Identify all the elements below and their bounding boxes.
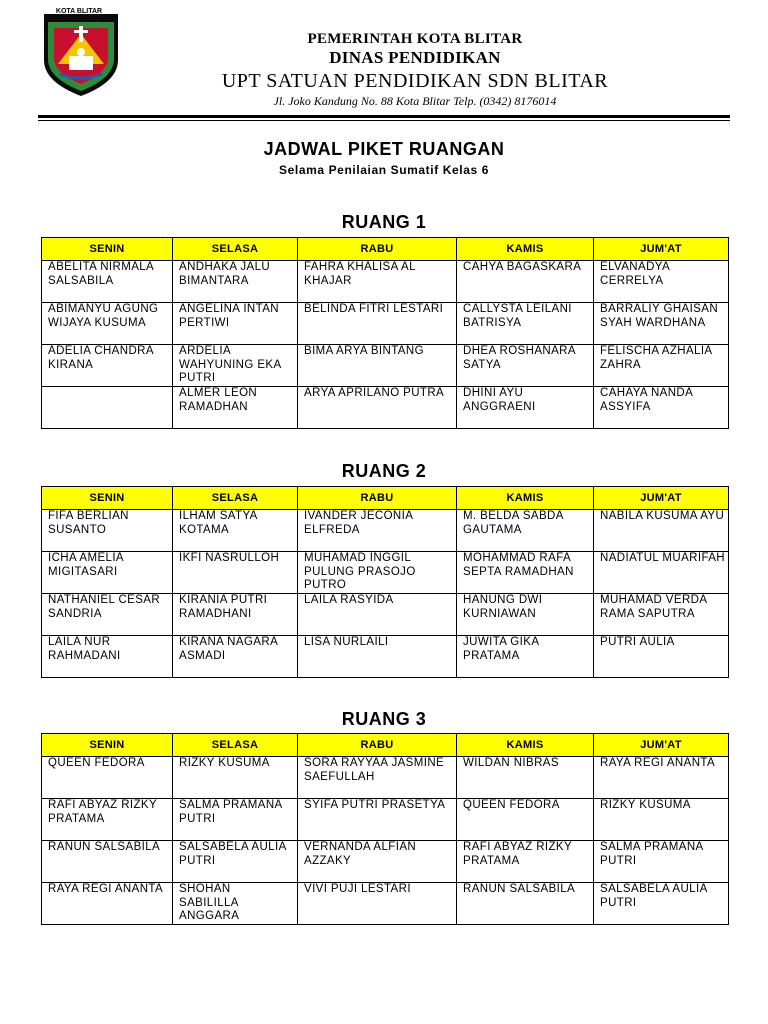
table-cell: IKFI NASRULLOH	[173, 552, 298, 594]
letterhead	[0, 0, 768, 120]
room-heading: RUANG 2	[341, 461, 427, 481]
table-cell: M. BELDA SABDA GAUTAMA	[457, 510, 594, 552]
table-cell: ABIMANYU AGUNG WIJAYA KUSUMA	[42, 303, 173, 345]
table-row	[42, 261, 729, 303]
kota-blitar-emblem-icon	[36, 8, 126, 98]
table-cell: ANGELINA INTAN PERTIWI	[173, 303, 298, 345]
table-row	[42, 799, 729, 841]
table-cell: ICHA AMELIA MIGITASARI	[42, 552, 173, 594]
letterhead-divider-thick	[38, 115, 730, 118]
table-cell: FELISCHA AZHALIA ZAHRA	[594, 345, 729, 387]
table-cell: LAILA RASYIDA	[298, 594, 457, 636]
table-cell: RIZKY KUSUMA	[594, 799, 729, 841]
column-header-thursday: KAMIS	[457, 734, 594, 757]
table-row	[42, 883, 729, 925]
table-cell: BARRALIY GHAISAN SYAH WARDHANA	[594, 303, 729, 345]
table-cell: ADELIA CHANDRA KIRANA	[42, 345, 173, 387]
column-header-tuesday: SELASA	[173, 734, 298, 757]
table-header-row	[42, 238, 729, 261]
schedule-table	[41, 733, 729, 925]
schedule-table	[41, 237, 729, 429]
room-heading: RUANG 3	[341, 709, 427, 729]
column-header-monday: SENIN	[42, 734, 173, 757]
table-cell: RAYA REGI ANANTA	[42, 883, 173, 925]
table-cell: IVANDER JECONIA ELFREDA	[298, 510, 457, 552]
table-row	[42, 345, 729, 387]
table-row	[42, 594, 729, 636]
table-cell: ILHAM SATYA KOTAMA	[173, 510, 298, 552]
school-name: UPT SATUAN PENDIDIKAN SDN BLITAR	[221, 70, 609, 92]
emblem-label: KOTA BLITAR	[55, 8, 103, 15]
table-row	[42, 552, 729, 594]
table-row	[42, 387, 729, 429]
table-cell: RIZKY KUSUMA	[173, 757, 298, 799]
table-row	[42, 510, 729, 552]
room-heading: RUANG 1	[341, 212, 427, 232]
table-row	[42, 841, 729, 883]
table-cell: CAHYA BAGASKARA	[457, 261, 594, 303]
table-cell: SALMA PRAMANA PUTRI	[594, 841, 729, 883]
table-cell: NATHANIEL CESAR SANDRIA	[42, 594, 173, 636]
column-header-wednesday: RABU	[298, 238, 457, 261]
table-cell: BIMA ARYA BINTANG	[298, 345, 457, 387]
table-cell: BELINDA FITRI LESTARI	[298, 303, 457, 345]
table-cell: RAYA REGI ANANTA	[594, 757, 729, 799]
school-address: Jl. Joko Kandung No. 88 Kota Blitar Telp. (0342) 8176014	[273, 94, 557, 108]
table-cell: DHINI AYU ANGGRAENI	[457, 387, 594, 429]
table-cell: SORA RAYYAA JASMINE SAEFULLAH	[298, 757, 457, 799]
table-cell: MOHAMMAD RAFA SEPTA RAMADHAN	[457, 552, 594, 594]
table-cell: MUHAMAD INGGIL PULUNG PRASOJO PUTRO	[298, 552, 457, 594]
table-cell: CALLYSTA LEILANI BATRISYA	[457, 303, 594, 345]
table-cell: VERNANDA ALFIAN AZZAKY	[298, 841, 457, 883]
table-row	[42, 757, 729, 799]
table-header-row	[42, 487, 729, 510]
schedule-table	[41, 486, 729, 678]
table-cell: QUEEN FEDORA	[42, 757, 173, 799]
table-cell	[42, 387, 173, 429]
column-header-friday: JUM'AT	[594, 238, 729, 261]
table-cell: CAHAYA NANDA ASSYIFA	[594, 387, 729, 429]
department-name: DINAS PENDIDIKAN	[329, 48, 501, 67]
column-header-friday: JUM'AT	[594, 487, 729, 510]
table-cell: ABELITA NIRMALA SALSABILA	[42, 261, 173, 303]
table-cell: QUEEN FEDORA	[457, 799, 594, 841]
column-header-tuesday: SELASA	[173, 238, 298, 261]
table-cell: DHEA ROSHANARA SATYA	[457, 345, 594, 387]
table-cell: MUHAMAD VERDA RAMA SAPUTRA	[594, 594, 729, 636]
document-subtitle: Selama Penilaian Sumatif Kelas 6	[279, 163, 489, 177]
letterhead-text	[130, 30, 700, 109]
table-cell: LAILA NUR RAHMADANI	[42, 636, 173, 678]
column-header-friday: JUM'AT	[594, 734, 729, 757]
table-row	[42, 636, 729, 678]
table-cell: ARDELIA WAHYUNING EKA PUTRI	[173, 345, 298, 387]
column-header-thursday: KAMIS	[457, 238, 594, 261]
table-cell: RAFI ABYAZ RIZKY PRATAMA	[457, 841, 594, 883]
table-cell: SYIFA PUTRI PRASETYA	[298, 799, 457, 841]
table-cell: RAFI ABYAZ RIZKY PRATAMA	[42, 799, 173, 841]
column-header-tuesday: SELASA	[173, 487, 298, 510]
column-header-wednesday: RABU	[298, 734, 457, 757]
document-title: JADWAL PIKET RUANGAN	[263, 139, 505, 159]
government-name: PEMERINTAH KOTA BLITAR	[307, 31, 523, 47]
table-cell: RANUN SALSABILA	[42, 841, 173, 883]
column-header-thursday: KAMIS	[457, 487, 594, 510]
table-cell: RANUN SALSABILA	[457, 883, 594, 925]
column-header-monday: SENIN	[42, 487, 173, 510]
table-cell: ARYA APRILANO PUTRA	[298, 387, 457, 429]
table-cell: ALMER LEON RAMADHAN	[173, 387, 298, 429]
table-cell: ELVANADYA CERRELYA	[594, 261, 729, 303]
table-cell: WILDAN NIBRAS	[457, 757, 594, 799]
table-cell: SALSABELA AULIA PUTRI	[594, 883, 729, 925]
table-cell: ANDHAKA JALU BIMANTARA	[173, 261, 298, 303]
table-cell: SALSABELA AULIA PUTRI	[173, 841, 298, 883]
table-cell: KIRANIA PUTRI RAMADHANI	[173, 594, 298, 636]
table-cell: SHOHAN SABILILLA ANGGARA	[173, 883, 298, 925]
table-cell: JUWITA GIKA PRATAMA	[457, 636, 594, 678]
table-cell: PUTRI AULIA	[594, 636, 729, 678]
table-cell: SALMA PRAMANA PUTRI	[173, 799, 298, 841]
table-cell: FIFA BERLIAN SUSANTO	[42, 510, 173, 552]
table-header-row	[42, 734, 729, 757]
table-cell: VIVI PUJI LESTARI	[298, 883, 457, 925]
table-row	[42, 303, 729, 345]
column-header-monday: SENIN	[42, 238, 173, 261]
table-cell: NADIATUL MUARIFAH	[594, 552, 729, 594]
table-cell: KIRANA NAGARA ASMADI	[173, 636, 298, 678]
table-cell: LISA NURLAILI	[298, 636, 457, 678]
table-cell: FAHRA KHALISA AL KHAJAR	[298, 261, 457, 303]
letterhead-divider-thin	[38, 120, 730, 121]
column-header-wednesday: RABU	[298, 487, 457, 510]
table-cell: HANUNG DWI KURNIAWAN	[457, 594, 594, 636]
table-cell: NABILA KUSUMA AYU	[594, 510, 729, 552]
